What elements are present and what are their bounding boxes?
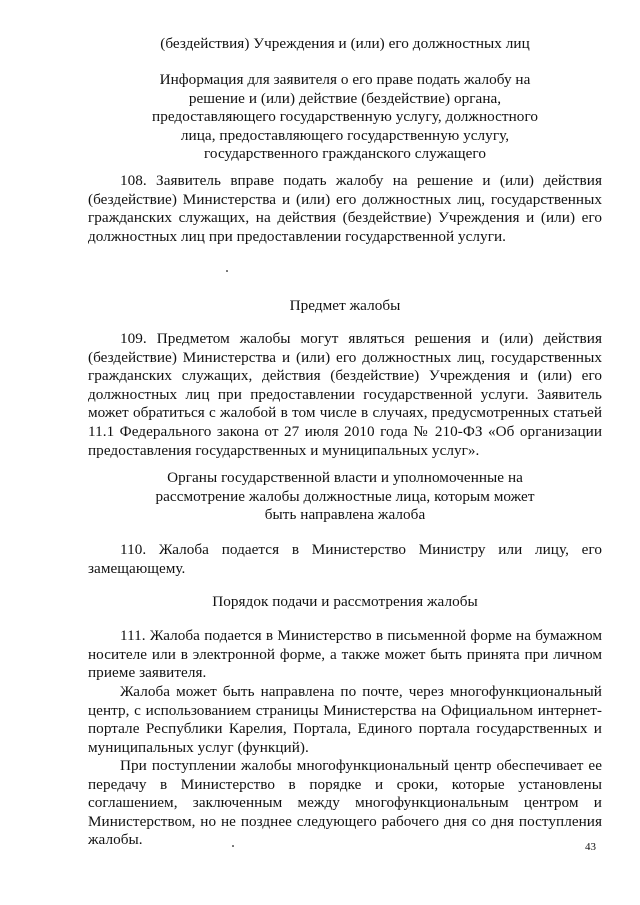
authorities-heading: Органы государственной власти и уполномоченные на рассмотрение жалобы должностные лица, которым может быть направлена жалоба	[155, 469, 535, 524]
scan-speck	[232, 845, 234, 847]
paragraph-110: 110. Жалоба подается в Министерство Министру или лицу, его замещающему.	[88, 541, 602, 577]
heading-continuation: (бездействия) Учреждения и (или) его должностных лиц	[160, 35, 530, 52]
paragraph-109: 109. Предметом жалобы могут являться решения и (или) действия (бездействие) Министерства и (или) его должностных лиц, государственных гражданских служащих, действия (бездействие) Учреждения и (или) его должностных лиц при предоставлении государственной услуги. Заявитель может обратиться с жалобой в том числе в случаях, предусмотренных статьей 11.1 Федерального закона от 27 июля 2010 года № 210-ФЗ «Об организации предоставления государственных и муниципальных услуг».	[88, 330, 602, 459]
paragraph-111-mfc-transfer: При поступлении жалобы многофункциональный центр обеспечивает ее передачу в Министерство в порядке и сроки, которые установлены соглашением, заключенным между многофункциональным центром и Министерством, но не позднее следующего рабочего дня со дня поступления жалобы.	[88, 757, 602, 849]
page-number: 43	[585, 841, 596, 853]
scan-speck	[226, 270, 228, 272]
paragraph-111-post-mail: Жалоба может быть направлена по почте, через многофункциональный центр, с использованием страницы Министерства на Официальном интернет-портале Республики Карелия, Портала, Единого портала государственных и муниципальных услуг (функций).	[88, 683, 602, 756]
info-heading: Информация для заявителя о его праве подать жалобу на решение и (или) действие (бездействие) органа, предоставляющего государственную услугу, должностного лица, предоставляющего государственную услугу, государственного гражданского служащего	[152, 71, 538, 163]
subject-heading: Предмет жалобы	[289, 297, 401, 314]
procedure-heading: Порядок подачи и рассмотрения жалобы	[212, 593, 478, 610]
paragraph-111: 111. Жалоба подается в Министерство в письменной форме на бумажном носителе или в электронной форме, а также может быть принята при личном приеме заявителя.	[88, 627, 602, 682]
paragraph-108: 108. Заявитель вправе подать жалобу на решение и (или) действия (бездействие) Министерства и (или) его должностных лиц, государственных гражданских служащих, на действия (бездействие) Учреждения и (или) его должностных лиц при предоставлении государственной услуги.	[88, 172, 602, 245]
